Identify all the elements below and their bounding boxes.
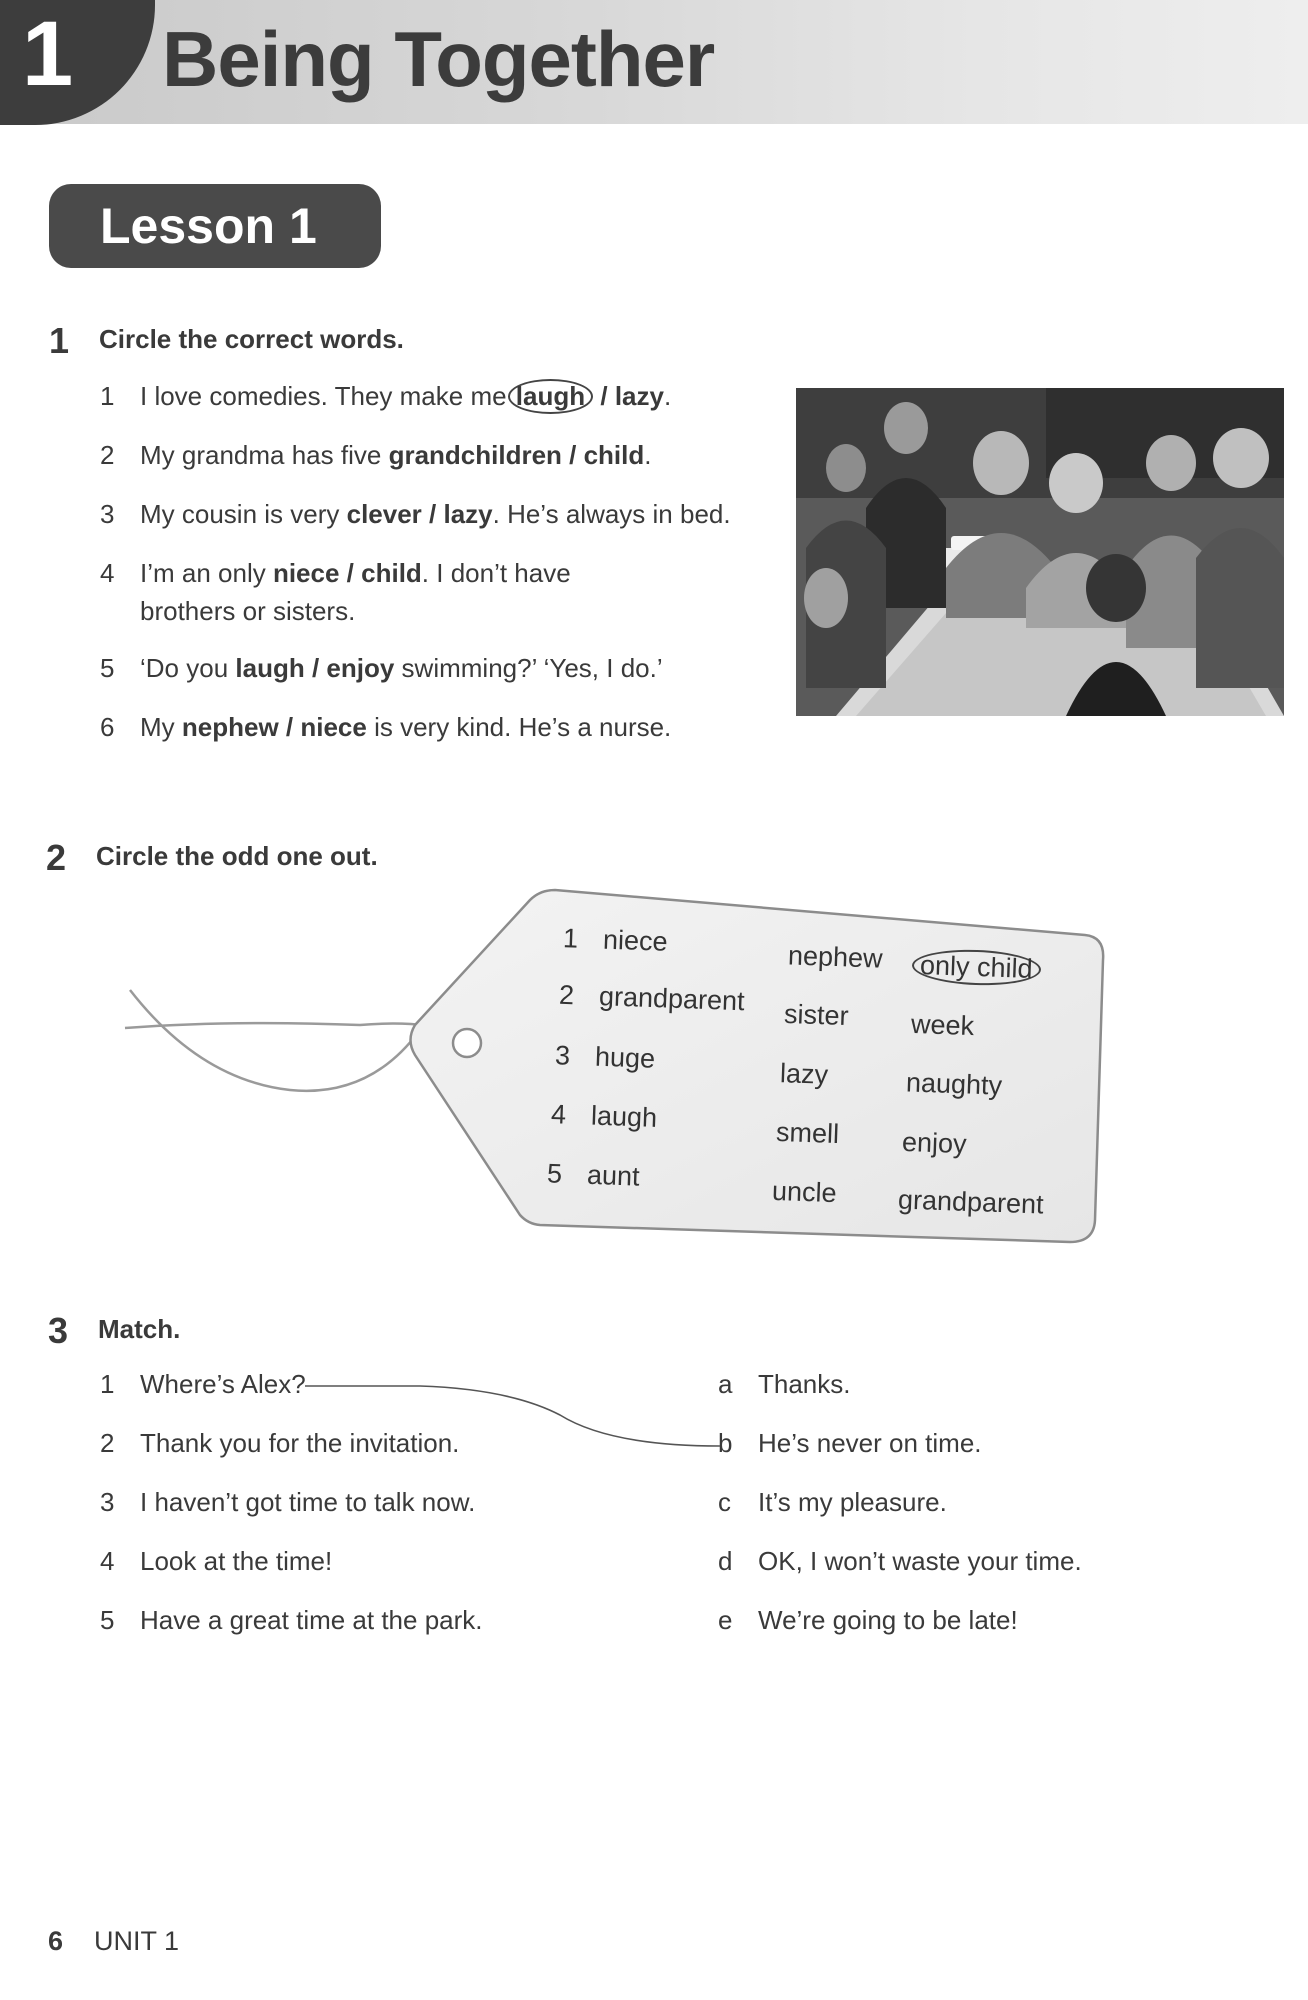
- page-number: 6: [48, 1926, 64, 1956]
- answer-text[interactable]: Thanks.: [758, 1369, 851, 1399]
- word-option[interactable]: grandparent: [598, 981, 746, 1017]
- answer-text[interactable]: It’s my pleasure.: [758, 1487, 947, 1517]
- item-text: ‘Do you: [140, 653, 236, 683]
- item-number: 6: [100, 712, 115, 742]
- option-2[interactable]: niece: [300, 712, 367, 742]
- item-number: 4: [100, 558, 115, 588]
- ex2-row-4-word-2[interactable]: smell: [775, 1116, 840, 1150]
- ex3-answer-b: [718, 1425, 982, 1463]
- ex3-answer-c: [718, 1484, 947, 1522]
- ex1-item-2: [100, 437, 652, 475]
- exercise-2-title: Circle the odd one out.: [96, 841, 378, 871]
- ex1-item-1: [100, 378, 671, 416]
- item-number: 5: [100, 653, 115, 683]
- item-text-end: .: [663, 381, 672, 411]
- ex1-item-6: [100, 709, 671, 747]
- row-number: 1: [562, 923, 579, 954]
- ex2-row-2-word-2[interactable]: sister: [783, 998, 850, 1032]
- item-text-end: swimming?’ ‘Yes, I do.’: [394, 653, 663, 683]
- separator: /: [278, 712, 301, 742]
- ex2-row-3-word-2[interactable]: lazy: [779, 1058, 829, 1090]
- question-number: 4: [100, 1546, 115, 1576]
- lesson-label: Lesson 1: [100, 198, 317, 254]
- answer-text[interactable]: We’re going to be late!: [758, 1605, 1018, 1635]
- ex3-question-1: [100, 1366, 306, 1404]
- option-1[interactable]: laugh: [235, 653, 305, 683]
- option-laugh-circled[interactable]: [508, 379, 593, 414]
- ex2-row-1: [563, 925, 668, 956]
- question-number: 5: [100, 1605, 115, 1635]
- ex2-row-3: [555, 1042, 656, 1072]
- question-text[interactable]: I haven’t got time to talk now.: [140, 1487, 476, 1517]
- exercise-1-number: 1: [49, 320, 70, 361]
- option-2[interactable]: lazy: [614, 381, 664, 411]
- item-text: I love comedies. They make me: [140, 381, 514, 411]
- separator: /: [304, 653, 327, 683]
- option-2[interactable]: enjoy: [326, 653, 395, 683]
- option-2[interactable]: child: [361, 558, 422, 588]
- question-number: 1: [100, 1369, 115, 1399]
- answer-letter: d: [718, 1546, 733, 1576]
- item-text-end: .: [644, 440, 652, 470]
- item-text: My cousin is very: [140, 499, 347, 529]
- answer-text[interactable]: He’s never on time.: [758, 1428, 982, 1458]
- word-option[interactable]: huge: [594, 1041, 656, 1074]
- ex2-row-3-word-3[interactable]: naughty: [905, 1067, 1003, 1101]
- item-text: My: [140, 712, 182, 742]
- unit-number: 1: [22, 3, 74, 105]
- option-1[interactable]: grandchildren: [388, 440, 562, 470]
- answer-letter: b: [718, 1428, 733, 1458]
- item-text: I’m an only: [140, 558, 273, 588]
- ex3-question-5: [100, 1602, 483, 1640]
- exercise-1-title: Circle the correct words.: [99, 324, 404, 354]
- word-option[interactable]: niece: [602, 924, 669, 957]
- example-match-line: [300, 1375, 740, 1455]
- item-text-line-2: brothers or sisters.: [140, 595, 356, 626]
- option-2[interactable]: lazy: [443, 499, 493, 529]
- separator: /: [593, 381, 615, 411]
- option-1: laugh: [515, 381, 586, 411]
- row-number: 3: [554, 1040, 571, 1071]
- item-text-end: . He’s always in bed.: [492, 499, 731, 529]
- answer-text[interactable]: OK, I won’t waste your time.: [758, 1546, 1082, 1576]
- question-text[interactable]: Have a great time at the park.: [140, 1605, 483, 1635]
- item-number: 1: [100, 381, 115, 411]
- row-number: 5: [546, 1158, 563, 1189]
- option-1[interactable]: nephew: [181, 712, 279, 742]
- option-2[interactable]: child: [583, 440, 645, 470]
- item-text: My grandma has five: [140, 440, 389, 470]
- ex3-question-4: [100, 1543, 332, 1581]
- ex2-row-4: [551, 1101, 658, 1132]
- ex1-item-5: [100, 650, 663, 688]
- row-number: 4: [550, 1099, 567, 1130]
- ex2-row-5-word-2[interactable]: uncle: [771, 1175, 838, 1209]
- exercise-2-number: 2: [46, 837, 67, 878]
- question-number: 3: [100, 1487, 115, 1517]
- item-number: 3: [100, 499, 115, 529]
- item-text-end: is very kind. He’s a nurse.: [366, 712, 672, 742]
- separator: /: [561, 440, 584, 470]
- ex1-item-4: [100, 555, 571, 630]
- ex2-row-1-word-2[interactable]: nephew: [787, 940, 884, 974]
- ex2-row-2-word-3[interactable]: week: [910, 1008, 975, 1042]
- question-number: 2: [100, 1428, 115, 1458]
- question-text[interactable]: Look at the time!: [140, 1546, 333, 1576]
- item-text-end: . I don’t have: [421, 558, 571, 588]
- separator: /: [339, 558, 362, 588]
- ex3-answer-e: [718, 1602, 1018, 1640]
- unit-title: Being Together: [162, 15, 715, 103]
- footer-unit-label: UNIT 1: [94, 1926, 180, 1956]
- word-option[interactable]: laugh: [590, 1100, 658, 1133]
- question-text[interactable]: Where’s Alex?: [140, 1369, 306, 1399]
- option-1[interactable]: niece: [272, 558, 340, 588]
- item-number: 2: [100, 440, 115, 470]
- ex3-question-3: [100, 1484, 475, 1522]
- ex2-row-5: [547, 1160, 640, 1190]
- row-number: 2: [558, 979, 575, 1011]
- separator: /: [421, 499, 444, 529]
- option-1[interactable]: clever: [346, 499, 422, 529]
- ex1-item-3: [100, 496, 731, 534]
- exercise-3-number: 3: [48, 1310, 69, 1351]
- answer-letter: e: [718, 1605, 733, 1635]
- exercise-3-title: Match.: [98, 1314, 181, 1344]
- ex2-row-4-word-3[interactable]: enjoy: [901, 1126, 968, 1160]
- ex2-row-5-word-3[interactable]: grandparent: [897, 1184, 1045, 1220]
- ex3-answer-d: [718, 1543, 1082, 1581]
- answer-letter: a: [718, 1369, 733, 1399]
- photo-illustration: [796, 388, 1284, 716]
- question-text[interactable]: Thank you for the invitation.: [140, 1428, 460, 1458]
- ex2-row-1-word-3-circled[interactable]: only child: [911, 948, 1041, 987]
- word-option[interactable]: aunt: [586, 1159, 641, 1192]
- family-birthday-photo: [796, 388, 1284, 716]
- answer-letter: c: [718, 1487, 731, 1517]
